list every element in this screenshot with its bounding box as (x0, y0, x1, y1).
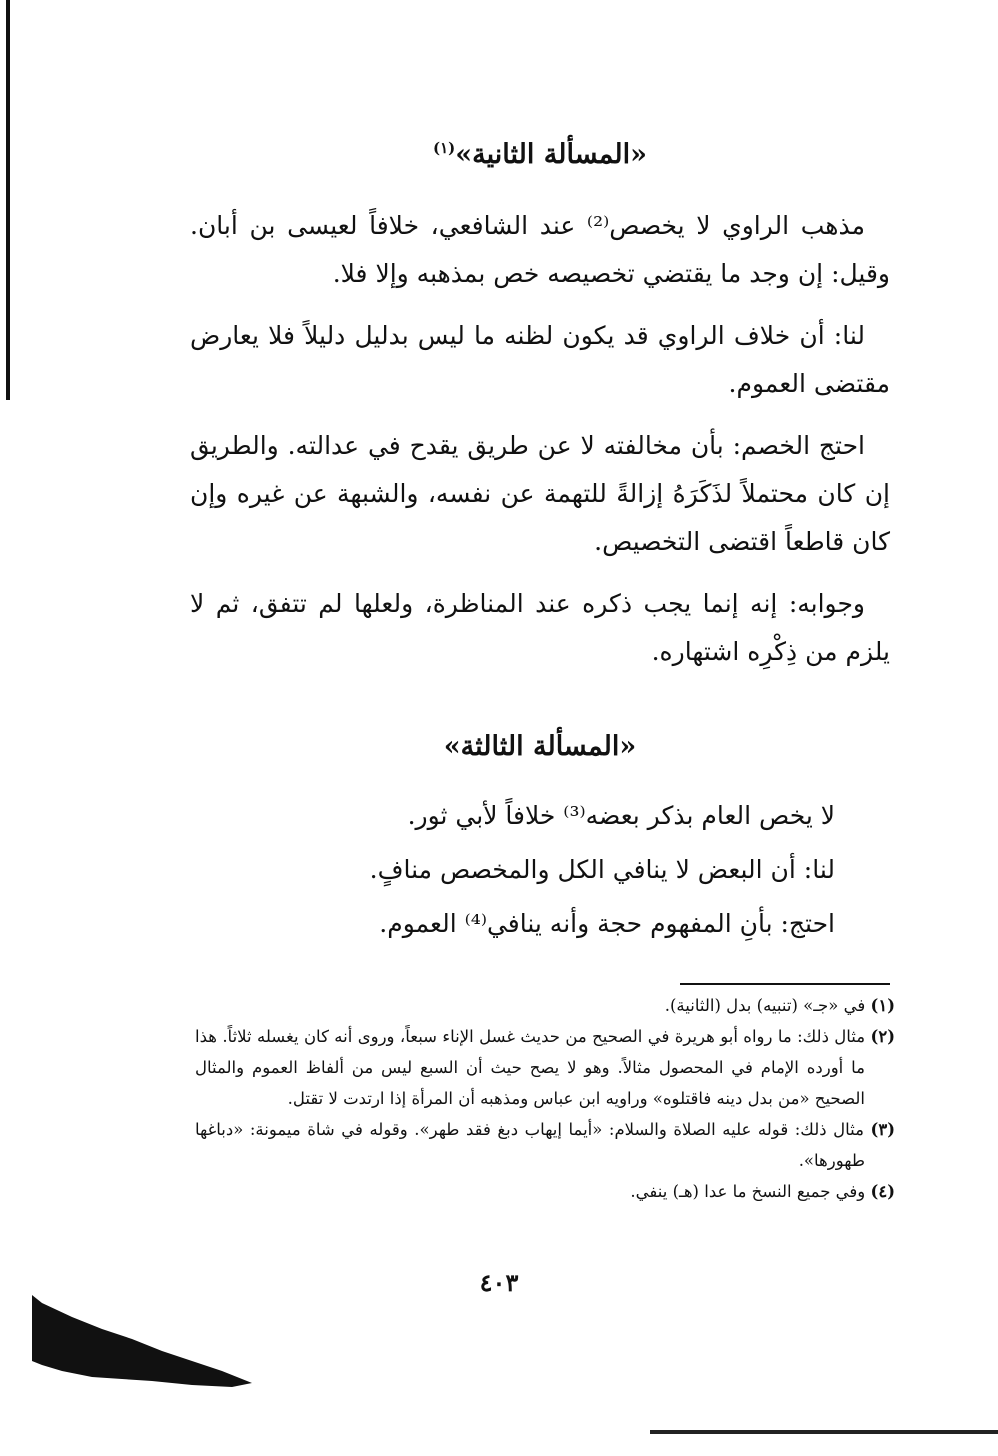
footnote-number: (٣) (870, 1120, 895, 1139)
paragraph: مذهب الراوي لا يخصص⁽²⁾ عند الشافعي، خلافاً لعيسى بن أبان. وقيل: إن وجد ما يقتضي تخصيصه خص بمذهبه وإلا فلا. (190, 211, 890, 288)
title-footnote-ref: (١) (432, 139, 456, 157)
scan-border-line (6, 0, 10, 400)
footnote-number: (١) (870, 996, 895, 1015)
paragraph: احتج الخصم: بأن مخالفته لا عن طريق يقدح في عدالته. والطريق إن كان محتملاً لذَكَرَهُ إزالةً للتهمة عن نفسه، والشبهة عن غيره وإن كان قاطعاً اقتضى التخصيص. (190, 431, 890, 556)
footnote-text: مثال ذلك: ما رواه أبو هريرة في الصحيح من حديث غسل الإناء سبعاً، وروى أنه كان يغسله ثلاثاً. هذا ما أورده الإمام في المحصول مثالاً. وهو لا يصح حيث أن السبع ليس من ألفاظ العموم والمثال الصحيح «من بدل دينه فاقتلوه» وراويه ابن عباس ومذهبه أن المرأة إذا ارتدت لا تقتل. (195, 1027, 866, 1108)
footnote (195, 1114, 895, 1176)
footnote (195, 990, 895, 1021)
footnote (195, 1176, 895, 1207)
page-number: ٤٠٣ (479, 1268, 519, 1297)
section-body-third (190, 792, 890, 954)
footnote-number: (٢) (870, 1027, 895, 1046)
paragraph: لنا: أن البعض لا ينافي الكل والمخصص منافٍ. (369, 855, 835, 884)
paragraph: لنا: أن خلاف الراوي قد يكون لظنه ما ليس بدليل دليلاً فلا يعارض مقتضى العموم. (190, 321, 890, 398)
section-title-third (190, 727, 890, 767)
section-title-text: «المسألة الثالثة» (443, 731, 637, 762)
footnotes (195, 990, 895, 1207)
section-body-second (190, 202, 890, 690)
paragraph: لا يخص العام بذكر بعضه⁽³⁾ خلافاً لأبي ثور. (407, 801, 835, 830)
section-title-text: «المسألة الثانية» (455, 139, 648, 170)
paragraph: وجوابه: إنه إنما يجب ذكره عند المناظرة، ولعلها لم تتفق، ثم لا يلزم من ذِكْرِه اشتهاره. (190, 589, 890, 666)
footnote-separator (680, 983, 890, 985)
paragraph: احتج: بأنِ المفهوم حجة وأنه ينافي⁽⁴⁾ العموم. (379, 909, 835, 938)
footnote-text: في «جـ» (تنبيه) بدل (الثانية). (664, 996, 866, 1015)
footnote (195, 1021, 895, 1114)
scan-bottom-line (650, 1430, 998, 1434)
footnote-number: (٤) (870, 1182, 895, 1201)
footnote-text: مثال ذلك: قوله عليه الصلاة والسلام: «أيما إيهاب دبغ فقد طهر». وقوله في شاة ميمونة: «دباغها طهورها». (195, 1120, 865, 1170)
section-title-second (190, 135, 890, 175)
scan-shadow-mark (32, 1295, 252, 1390)
footnote-text: وفي جميع النسخ ما عدا (هـ) ينفي. (630, 1182, 866, 1201)
